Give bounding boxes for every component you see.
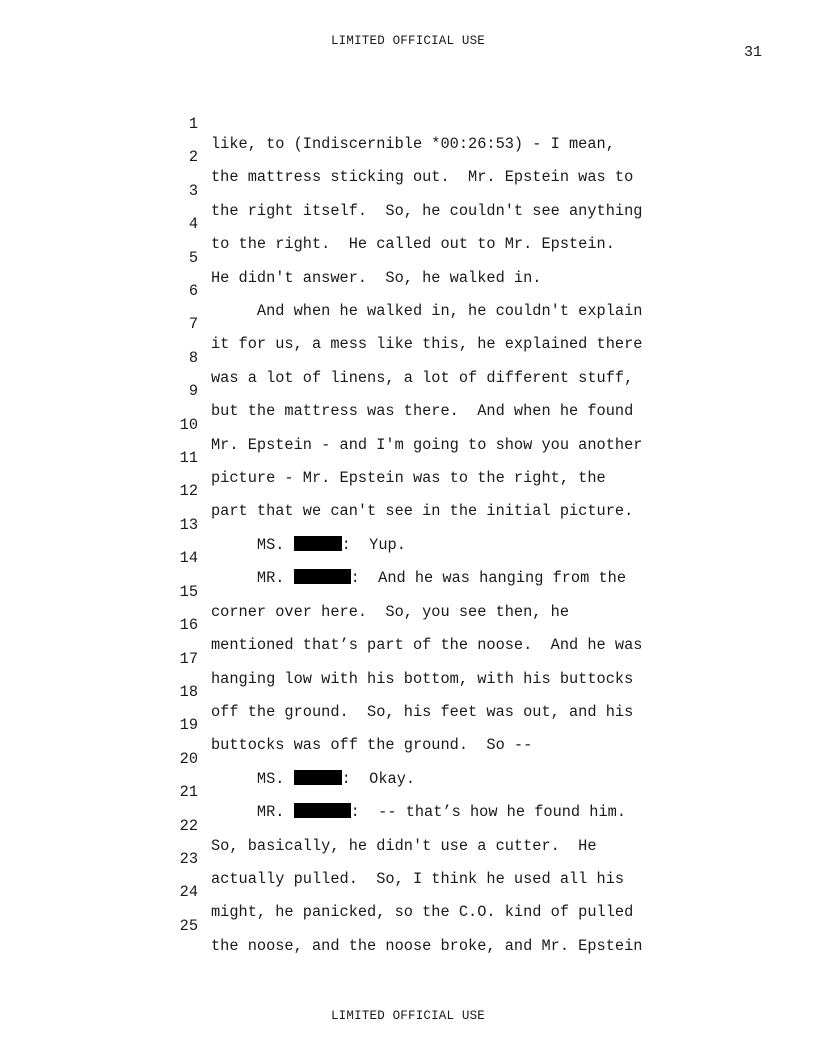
- line-number: 3: [188, 181, 198, 200]
- speaker-line-ms: [172, 495, 692, 554]
- page-number: 31: [743, 44, 762, 61]
- transcript-line: [172, 127, 692, 187]
- line-number: 10: [179, 415, 198, 434]
- line-text: to the right. He called out to Mr. Epstein.: [211, 235, 615, 254]
- line-number: 25: [179, 916, 198, 935]
- transcript-line: [172, 461, 692, 521]
- line-text: hanging low with his bottom, with his buttocks: [211, 669, 634, 688]
- line-text: picture - Mr. Epstein was to the right, the: [211, 469, 606, 488]
- transcript-line: [172, 829, 692, 888]
- line-number: 16: [179, 616, 198, 635]
- transcript-line: [172, 428, 692, 488]
- line-text: like, to (Indiscernible *00:26:53) - I mean,: [211, 135, 615, 153]
- transcript-line: [172, 228, 692, 287]
- transcript-line: [172, 796, 692, 855]
- transcript-line: [172, 695, 692, 755]
- transcript-line: [172, 896, 692, 955]
- transcript-line: [172, 94, 692, 153]
- line-number: 4: [188, 215, 198, 234]
- speaker-line-mr: [172, 762, 692, 822]
- speech-text: : And he was hanging from the: [350, 569, 627, 588]
- line-number: 20: [179, 749, 198, 768]
- transcript-line: [172, 294, 692, 354]
- header-classification-marking: LIMITED OFFICIAL USE: [330, 34, 486, 48]
- line-text: And when he walked in, he couldn't explain: [211, 302, 643, 321]
- line-text: mentioned that’s part of the noose. And he was: [211, 636, 643, 655]
- line-text: part that we can't see in the initial picture.: [211, 502, 634, 521]
- line-number: 24: [179, 883, 198, 902]
- transcript-line: [172, 161, 692, 220]
- transcript-line: [172, 862, 692, 922]
- line-text: but the mattress was there. And when he found: [211, 402, 634, 421]
- line-number: 23: [179, 849, 198, 868]
- line-number: 6: [188, 282, 198, 301]
- speech-text: : -- that’s how he found him.: [350, 803, 627, 822]
- footer-classification-marking: LIMITED OFFICIAL USE: [330, 1009, 486, 1023]
- speaker-line-mr: [172, 528, 692, 588]
- transcript-line: [172, 261, 692, 321]
- speaker-prefix: MR.: [211, 569, 294, 588]
- line-text: off the ground. So, his feet was out, and his: [211, 702, 634, 721]
- line-text: was a lot of linens, a lot of different stuff,: [211, 368, 634, 387]
- transcript-line: [172, 328, 692, 387]
- line-text: corner over here. So, you see then, he: [211, 602, 570, 621]
- line-text: the noose, and the noose broke, and Mr. Epstein: [211, 936, 643, 955]
- line-number: 1: [188, 115, 198, 133]
- line-number: 13: [179, 515, 198, 534]
- line-number: 14: [179, 549, 198, 568]
- line-number: 21: [179, 783, 198, 802]
- line-number: 22: [179, 816, 198, 835]
- speech-text: : Okay.: [341, 769, 416, 788]
- line-number: 15: [179, 582, 198, 601]
- transcript-line: [172, 361, 692, 421]
- line-number: 9: [188, 382, 198, 401]
- line-text: buttocks was off the ground. So --: [211, 736, 533, 755]
- speaker-prefix: MS.: [211, 535, 294, 554]
- line-number: 11: [179, 449, 198, 468]
- transcript-line: [172, 662, 692, 721]
- speaker-line-ms: [172, 729, 692, 788]
- line-number: 5: [188, 248, 198, 267]
- line-text: the mattress sticking out. Mr. Epstein was to: [211, 168, 634, 187]
- transcript-line: [172, 194, 692, 254]
- line-text: might, he panicked, so the C.O. kind of pulled: [211, 903, 634, 922]
- line-number: 2: [188, 148, 198, 167]
- line-number: 19: [179, 716, 198, 735]
- line-text: Mr. Epstein - and I'm going to show you another: [211, 435, 643, 454]
- line-number: 7: [188, 315, 198, 334]
- speech-text: : Yup.: [341, 535, 406, 554]
- line-number: 12: [179, 482, 198, 501]
- transcript-line: [172, 395, 692, 454]
- line-text: it for us, a mess like this, he explained there: [211, 335, 643, 354]
- line-text: He didn't answer. So, he walked in.: [211, 268, 542, 287]
- line-text: actually pulled. So, I think he used all his: [211, 869, 625, 888]
- line-text: So, basically, he didn't use a cutter. He: [211, 836, 597, 855]
- transcript-line: [172, 562, 692, 621]
- line-number: 18: [179, 682, 198, 701]
- speaker-prefix: MR.: [211, 803, 294, 822]
- transcript-line: [172, 595, 692, 655]
- line-text: the right itself. So, he couldn't see anything: [211, 201, 643, 220]
- speaker-prefix: MS.: [211, 769, 294, 788]
- line-number: 17: [179, 649, 198, 668]
- transcript-body: [172, 94, 692, 955]
- line-number: 8: [188, 348, 198, 367]
- transcript-line: [172, 629, 692, 688]
